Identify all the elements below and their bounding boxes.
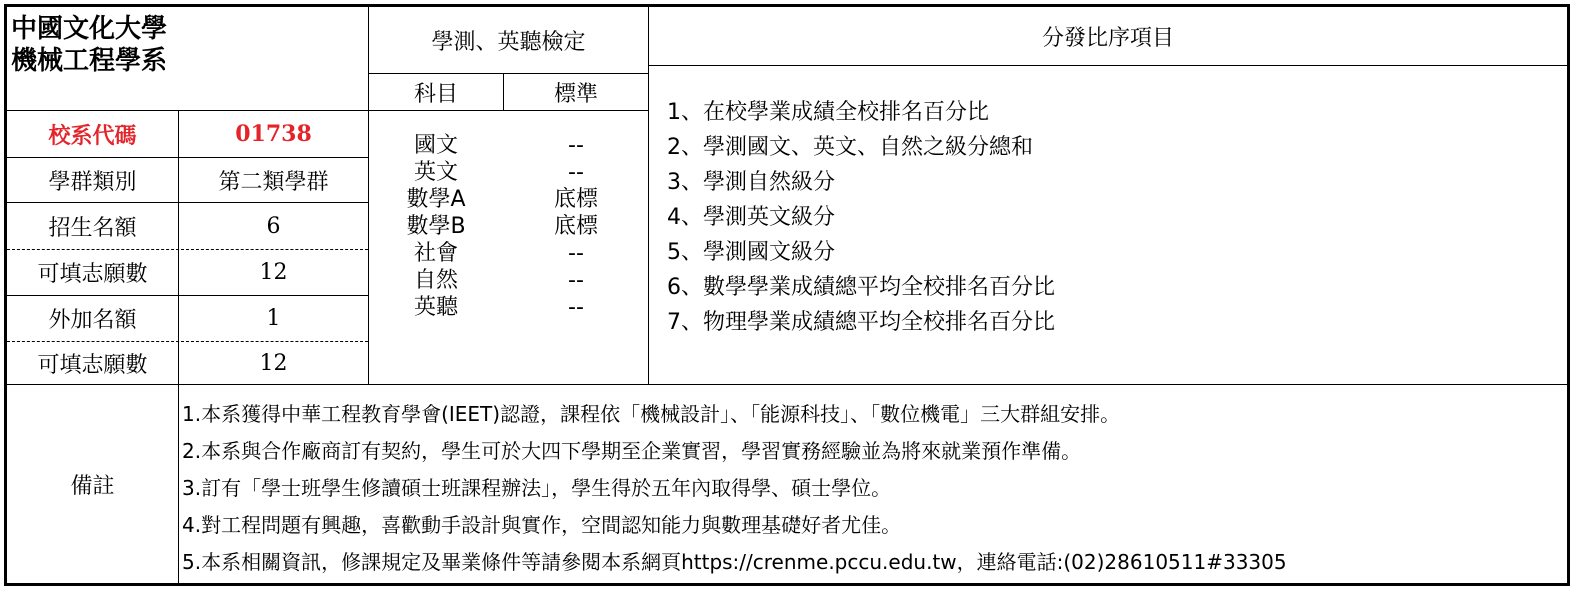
remark-item: 5.本系相關資訊，修課規定及畢業條件等請參閱本系網頁https://crenme.pccu.edu.tw，連絡電話:(02)28610511#33305: [182, 550, 1287, 574]
group-label: 學群類別: [48, 169, 137, 195]
extra-label: 外加名額: [48, 308, 137, 333]
subject-item: 英聽: [413, 295, 458, 320]
standard-item: --: [568, 268, 584, 293]
remark-item: 3.訂有「學士班學生修讀碩士班課程辦法」，學生得於五年內取得學、碩士學位。: [182, 476, 892, 500]
ranking-item: 4、學測英文級分: [667, 205, 835, 230]
quota-label: 招生名額: [48, 215, 137, 241]
subject-item: 數學A: [406, 187, 466, 212]
code-label: 校系代碼: [48, 123, 137, 149]
code-value: 01738: [235, 121, 312, 147]
remarks-list: [182, 396, 1287, 581]
ranking-item: 5、學測國文級分: [667, 240, 835, 265]
extra-choices-label: 可填志願數: [37, 352, 148, 378]
divider: [648, 65, 1567, 66]
ranking-item: 7、物理學業成績總平均全校排名百分比: [667, 310, 1055, 335]
subject-header: 科目: [413, 81, 458, 107]
standard-item: 底標: [553, 214, 598, 239]
ranking-item: 1、在校學業成績全校排名百分比: [667, 100, 989, 125]
ranking-list: [667, 95, 1055, 340]
standard-item: --: [568, 295, 584, 320]
standard-header: 標準: [553, 81, 598, 107]
department-name: 機械工程學系: [11, 46, 168, 76]
standard-item: --: [568, 241, 584, 266]
choices-label: 可填志願數: [37, 262, 148, 287]
department-info-table: [4, 4, 1570, 586]
standard-item: 底標: [553, 187, 598, 212]
remarks-label: 備註: [70, 473, 115, 499]
subject-item: 數學B: [406, 214, 466, 239]
quota-value: 6: [266, 213, 281, 239]
extra-value: 1: [266, 306, 281, 331]
ranking-item: 6、數學學業成績總平均全校排名百分比: [667, 275, 1055, 300]
subject-item: 社會: [413, 241, 458, 266]
remark-item: 2.本系與合作廠商訂有契約，學生可於大四下學期至企業實習，學習實務經驗並為將來就業預作準備。: [182, 439, 1082, 463]
school-department-title: [11, 13, 167, 77]
school-name: 中國文化大學: [11, 14, 168, 44]
ranking-header: 分發比序項目: [1041, 25, 1174, 51]
group-value: 第二類學群: [218, 169, 329, 195]
subject-item: 自然: [413, 268, 458, 293]
exam-header: 學測、英聽檢定: [431, 29, 586, 55]
subject-item: 英文: [413, 160, 458, 185]
subject-list: [369, 132, 503, 321]
standard-item: --: [568, 160, 584, 185]
standard-item: --: [568, 133, 584, 158]
remark-item: 1.本系獲得中華工程教育學會(IEET)認證，課程依「機械設計」、「能源科技」、「數位機電」三大群組安排。: [182, 402, 1121, 426]
extra-choices-value: 12: [259, 350, 288, 376]
ranking-item: 2、學測國文、英文、自然之級分總和: [667, 135, 1033, 160]
ranking-item: 3、學測自然級分: [667, 170, 835, 195]
remark-item: 4.對工程問題有興趣，喜歡動手設計與實作，空間認知能力與數理基礎好者尤佳。: [182, 513, 902, 537]
choices-value: 12: [259, 260, 288, 285]
subject-item: 國文: [413, 133, 458, 158]
divider: [7, 384, 1567, 385]
standard-list: [504, 132, 648, 321]
